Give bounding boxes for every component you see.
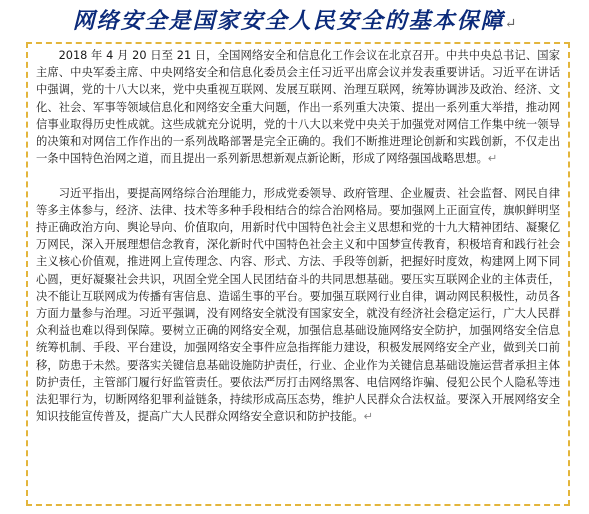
- paragraph-mark: ↵: [504, 16, 517, 32]
- paragraph-2: 习近平指出，要提高网络综合治理能力，形成党委领导、政府管理、企业履责、社会监督、网民自律等多主体参与，经济、法律、技术等多种手段相结合的综合治网格局。要加强网上正面宣传，旗帜鲜明坚持正确政治方向、舆论导向、价值取向，用新时代中国特色社会主义思想和党的十九大精神团结、凝聚亿万网民，深入开展理想信念教育，深化新时代中国特色社会主义和中国梦宣传教育，积极培育和践行社会主义核心价值观，推进网上宣传理念、内容、形式、方法、手段等创新，把握好时度效，构建网上网下同心圆，更好凝聚社会共识，巩固全党全国人民团结奋斗的共同思想基础。要压实互联网企业的主体责任，决不能让互联网成为传播有害信息、造谣生事的平台。要加强互联网行业自律，调动网民积极性，动员各方面力量参与治理。习近平强调，没有网络安全就没有国家安全，就没有经济社会稳定运行，广大人民群众利益也难以得到保障。要树立正确的网络安全观，加强信息基础设施网络安全防护，加强网络安全信息统筹机制、手段、平台建设，加强网络安全事件应急指挥能力建设，积极发展网络安全产业，做到关口前移，防患于未然。要落实关键信息基础设施防护责任，行业、企业作为关键信息基础设施运营者承担主体防护责任，主管部门履行好监管责任。要依法严厉打击网络黑客、电信网络诈骗、侵犯公民个人隐私等违法犯罪行为，切断网络犯罪利益链条，持续形成高压态势，维护人民群众合法权益。要深入开展网络安全知识技能宣传普及，提高广大人民群众网络安全意识和防护技能。↵: [36, 186, 560, 424]
- paragraph-mark: ↵: [487, 152, 498, 166]
- document-body: [36, 47, 560, 425]
- document-title: 网络安全是国家安全人民安全的基本保障↵: [72, 8, 517, 34]
- paragraph-mark: ↵: [363, 410, 374, 424]
- paragraph-1: 2018 年 4 月 20 日至 21 日，全国网络安全和信息化工作会议在北京召开。中共中央总书记、国家主席、中央军委主席、中央网络安全和信息化委员会主任习近平出席会议并发表重要讲话。习近平在讲话中强调，党的十八大以来，党中央重视互联网、发展互联网、治理互联网，统筹协调涉及政治、经济、文化、社会、军事等领域信息化和网络安全重大问题，作出一系列重大决策、提出一系列重大举措，推动网信事业取得历史性成就。这些成就充分说明，党的十八大以来党中央关于加强党对网信工作集中统一领导的决策和对网信工作作出的一系列战略部署是完全正确的。我们不断推进理论创新和实践创新，不仅走出一条中国特色治网之道，而且提出一系列新思想新观点新论断，形成了网络强国战略思想。↵: [36, 49, 560, 166]
